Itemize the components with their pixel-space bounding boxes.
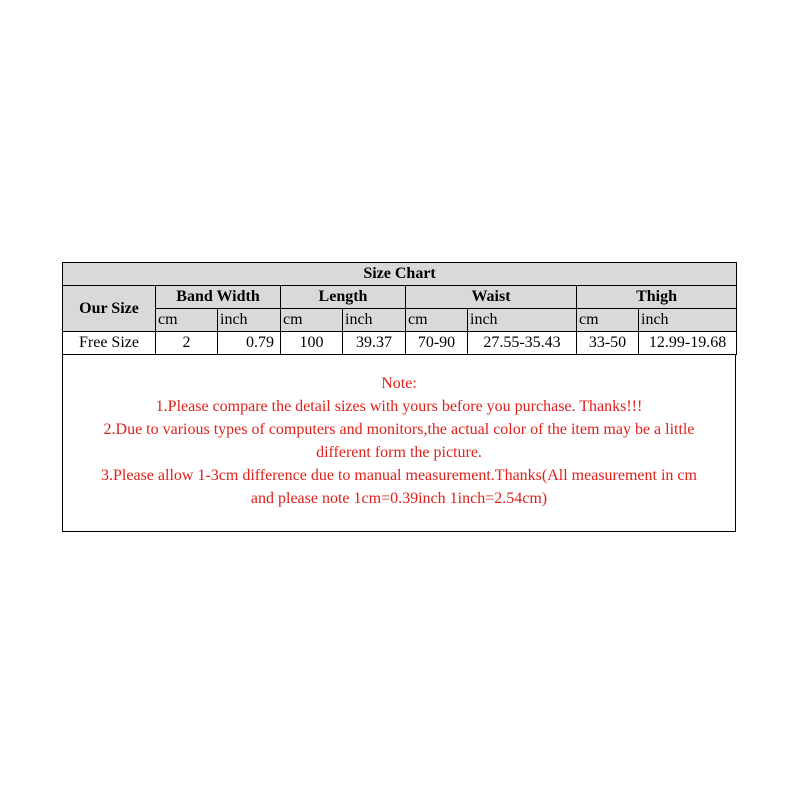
unit-cm: cm xyxy=(156,309,218,332)
unit-cm: cm xyxy=(281,309,343,332)
size-table xyxy=(62,262,737,355)
note-line: 2.Due to various types of computers and monitors,the actual color of the item may be a little xyxy=(103,421,695,438)
unit-cm: cm xyxy=(577,309,639,332)
size-label: Free Size xyxy=(63,332,156,355)
length-header: Length xyxy=(281,286,406,309)
note-line: and please note 1cm=0.39inch 1inch=2.54cm) xyxy=(250,490,548,507)
unit-inch: inch xyxy=(639,309,737,332)
size-chart xyxy=(62,262,736,532)
unit-inch: inch xyxy=(218,309,281,332)
length-inch: 39.37 xyxy=(343,332,406,355)
waist-header: Waist xyxy=(406,286,577,309)
thigh-cm: 33-50 xyxy=(577,332,639,355)
note-line: 3.Please allow 1-3cm difference due to manual measurement.Thanks(All measurement in cm xyxy=(101,467,697,484)
chart-title: Size Chart xyxy=(63,263,737,286)
unit-inch: inch xyxy=(343,309,406,332)
our-size-header: Our Size xyxy=(63,286,156,332)
note-heading: Note: xyxy=(381,375,417,392)
length-cm: 100 xyxy=(281,332,343,355)
band-width-inch: 0.79 xyxy=(218,332,281,355)
thigh-inch: 12.99-19.68 xyxy=(639,332,737,355)
waist-inch: 27.55-35.43 xyxy=(468,332,577,355)
note-box xyxy=(62,355,736,532)
band-width-cm: 2 xyxy=(156,332,218,355)
waist-cm: 70-90 xyxy=(406,332,468,355)
unit-cm: cm xyxy=(406,309,468,332)
note-line: 1.Please compare the detail sizes with yours before you purchase. Thanks!!! xyxy=(155,398,643,415)
unit-inch: inch xyxy=(468,309,577,332)
thigh-header: Thigh xyxy=(577,286,737,309)
band-width-header: Band Width xyxy=(156,286,281,309)
note-line: different form the picture. xyxy=(316,444,482,461)
table-row xyxy=(63,332,737,355)
